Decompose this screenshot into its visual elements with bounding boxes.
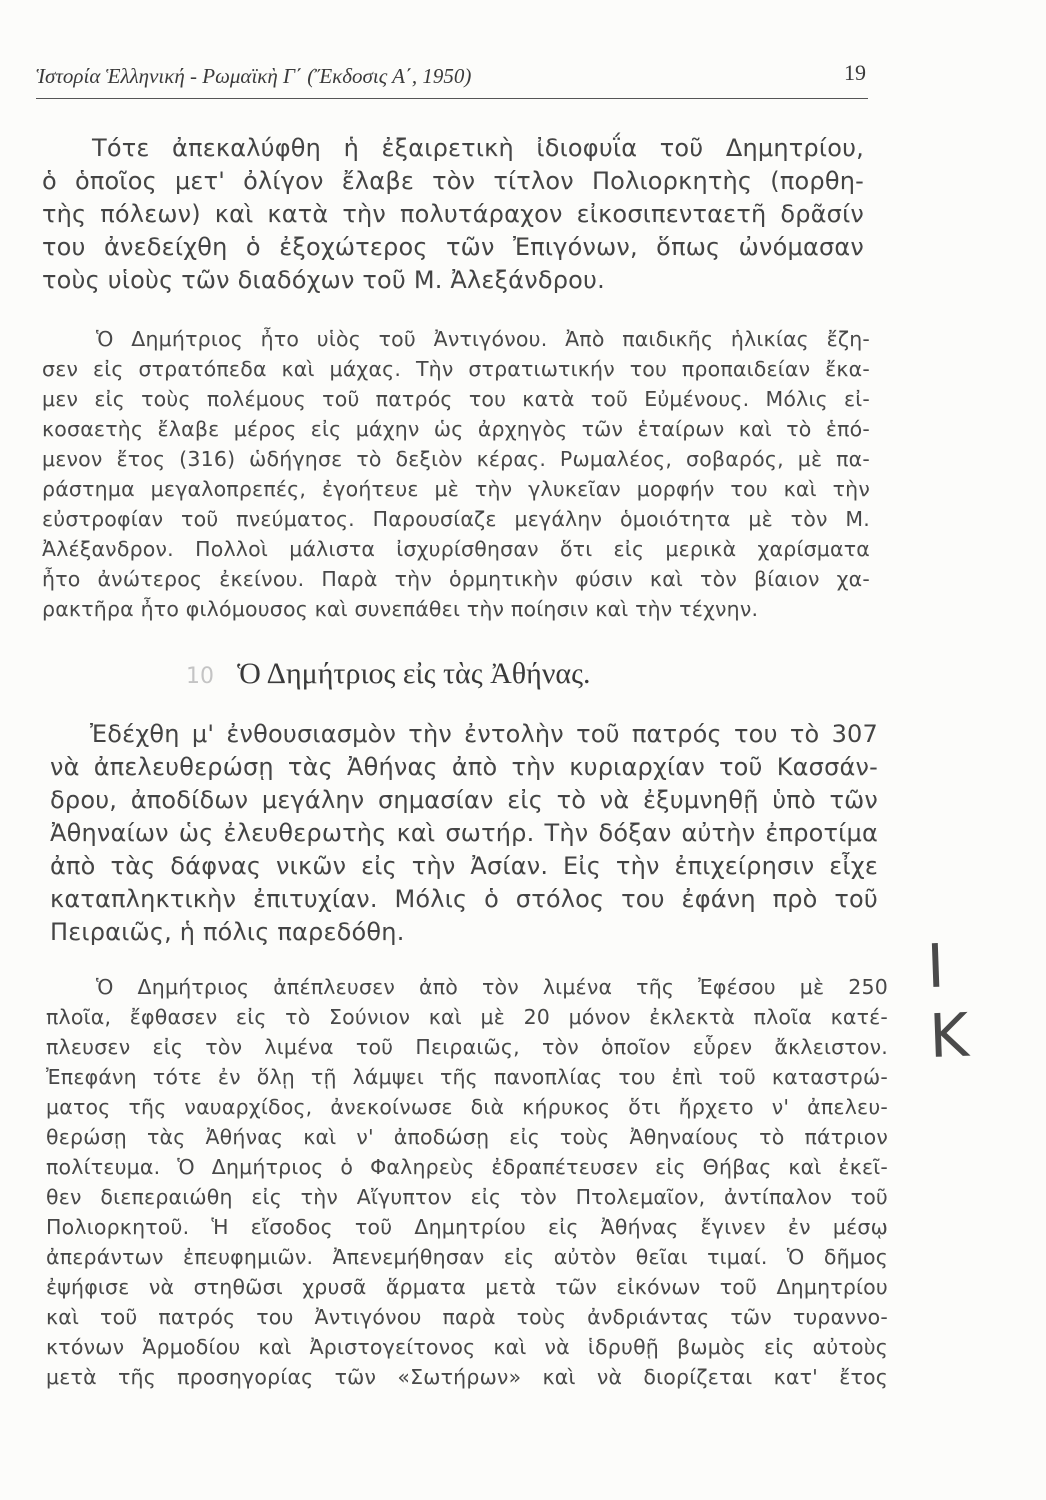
text-line: ὁ ὁποῖος μετ' ὀλίγον ἔλαβε τὸν τίτλον Πολιορκητὴς (πορθη-: [42, 167, 864, 195]
text-line: Ἀλέξανδρον. Πολλοὶ μάλιστα ἰσχυρίσθησαν ὅτι εἰς μερικὰ χαρίσματα: [42, 537, 870, 561]
text-line: τοὺς υἱοὺς τῶν διαδόχων τοῦ Μ. Ἀλεξάνδρου.: [42, 266, 605, 294]
paragraph-3: [50, 718, 878, 949]
text-line: ράστημα μεγαλοπρεπές, ἐγοήτευε μὲ τὴν γλυκεῖαν μορφήν του καὶ τὴν: [42, 477, 870, 501]
text-line: μετὰ τῆς προσηγορίας τῶν «Σωτήρων» καὶ νὰ διορίζεται κατ' ἔτος: [46, 1365, 888, 1389]
text-line: τὴς πόλεων) καὶ κατὰ τὴν πολυτάραχον εἰκοσιπενταετῆ δρᾶσίν: [42, 200, 864, 228]
text-line: μεν εἰς τοὺς πολέμους τοῦ πατρός του κατὰ τοῦ Εὐμένους. Μόλις εἰ-: [42, 387, 870, 411]
page-header: [36, 58, 868, 99]
text-line: Πολιορκητοῦ. Ἡ εἴσοδος τοῦ Δημητρίου εἰς Ἀθήνας ἔγινεν ἐν μέσῳ: [46, 1215, 888, 1239]
paragraph-4: [46, 972, 888, 1392]
text-line: ματος τῆς ναυαρχίδος, ἀνεκοίνωσε διὰ κήρυκος ὅτι ἤρχετο ν' ἀπελευ-: [46, 1095, 888, 1119]
text-line: καταπληκτικὴν ἐπιτυχίαν. Μόλις ὁ στόλος του ἐφάνη πρὸ τοῦ: [50, 885, 878, 913]
text-line: ἦτο ἀνώτερος ἐκείνου. Παρὰ τὴν ὁρμητικὴν φύσιν καὶ τὸν βίαιον χα-: [42, 567, 870, 591]
text-line: κοσαετὴς ἔλαβε μέρος εἰς μάχην ὡς ἀρχηγὸς τῶν ἑταίρων καὶ τὸ ἑπό-: [42, 417, 870, 441]
section-title: Ὁ Δημήτριος εἰς τὰς Ἀθήνας.: [237, 657, 591, 690]
section-number: 10: [186, 664, 214, 689]
text-line: μενον ἔτος (316) ὡδήγησε τὸ δεξιὸν κέρας. Ρωμαλέος, σοβαρός, μὲ πα-: [42, 447, 870, 471]
text-line: ἀπεράντων ἐπευφημιῶν. Ἀπενεμήθησαν εἰς αὐτὸν θεῖαι τιμαί. Ὁ δῆμος: [46, 1245, 888, 1269]
text-line: εὐστροφίαν τοῦ πνεύματος. Παρουσίαζε μεγάλην ὁμοιότητα μὲ τὸν Μ.: [42, 507, 870, 531]
paragraph-2: [42, 324, 870, 624]
text-line: σεν εἰς στρατόπεδα καὶ μάχας. Τὴν στρατιωτικήν του προπαιδείαν ἔκα-: [42, 357, 870, 381]
text-line: του ἀνεδείχθη ὁ ἐξοχώτερος τῶν Ἐπιγόνων, ὅπως ὠνόμασαν: [42, 233, 864, 261]
section-heading: [186, 657, 591, 691]
text-line: Τότε ἀπεκαλύφθη ἡ ἐξαιρετικὴ ἰδιοφυΐα τοῦ Δημητρίου,: [92, 134, 864, 162]
text-line: πολίτευμα. Ὁ Δημήτριος ὁ Φαληρεὺς ἐδραπέτευσεν εἰς Θήβας καὶ ἐκεῖ-: [46, 1155, 888, 1179]
text-line: κτόνων Ἁρμοδίου καὶ Ἀριστογείτονος καὶ νὰ ἱδρυθῇ βωμὸς εἰς αὐτοὺς: [46, 1335, 888, 1359]
text-line: ρακτῆρα ἦτο φιλόμουσος καὶ συνεπάθει τὴν ποίησιν καὶ τὴν τέχνην.: [42, 597, 759, 621]
text-line: Ἐδέχθη μ' ἐνθουσιασμὸν τὴν ἐντολὴν τοῦ πατρός του τὸ 307: [90, 720, 878, 748]
text-line: Πειραιῶς, ἡ πόλις παρεδόθη.: [50, 918, 405, 946]
text-line: Ἀθηναίων ὡς ἐλευθερωτὴς καὶ σωτήρ. Τὴν δόξαν αὐτὴν ἐπροτίμα: [50, 819, 878, 847]
text-line: καὶ τοῦ πατρός του Ἀντιγόνου παρὰ τοὺς ἀνδριάντας τῶν τυραννο-: [46, 1305, 888, 1329]
text-line: ἀπὸ τὰς δάφνας νικῶν εἰς τὴν Ἀσίαν. Εἰς τὴν ἐπιχείρησιν εἶχε: [50, 852, 878, 880]
running-head: Ἱστορία Ἑλληνική - Ρωμαϊκὴ Γ΄ (Ἔκδοσις Α΄, 1950): [36, 64, 472, 88]
paragraph-1: [42, 132, 864, 297]
text-line: Ἐπεφάνη τότε ἐν ὅλῃ τῇ λάμψει τῆς πανοπλίας του ἐπὶ τοῦ καταστρώ-: [46, 1065, 888, 1089]
text-line: πλοῖα, ἔφθασεν εἰς τὸ Σούνιον καὶ μὲ 20 μόνον ἐκλεκτὰ πλοῖα κατέ-: [46, 1005, 888, 1029]
page-number: 19: [844, 60, 866, 85]
text-line: νὰ ἀπελευθερώσῃ τὰς Ἀθήνας ἀπὸ τὴν κυριαρχίαν τοῦ Κασσάν-: [50, 753, 878, 781]
text-line: ἐψήφισε νὰ στηθῶσι χρυσᾶ ἅρματα μετὰ τῶν εἰκόνων τοῦ Δημητρίου: [46, 1275, 888, 1299]
text-line: θερώσῃ τὰς Ἀθήνας καὶ ν' ἀποδώσῃ εἰς τοὺς Ἀθηναίους τὸ πάτριον: [46, 1125, 888, 1149]
handwritten-margin-note: I K: [925, 930, 984, 1073]
text-line: Ὁ Δημήτριος ἀπέπλευσεν ἀπὸ τὸν λιμένα τῆς Ἐφέσου μὲ 250: [96, 975, 888, 999]
text-line: πλευσεν εἰς τὸν λιμένα τοῦ Πειραιῶς, τὸν ὁποῖον εὗρεν ἄκλειστον.: [46, 1035, 888, 1059]
text-line: δρου, ἀποδίδων μεγάλην σημασίαν εἰς τὸ νὰ ἐξυμνηθῇ ὑπὸ τῶν: [50, 786, 878, 814]
text-line: θεν διεπεραιώθη εἰς τὴν Αἴγυπτον εἰς τὸν Πτολεμαῖον, ἀντίπαλον τοῦ: [46, 1185, 888, 1209]
text-line: Ὁ Δημήτριος ἦτο υἱὸς τοῦ Ἀντιγόνου. Ἀπὸ παιδικῆς ἡλικίας ἔζη-: [96, 327, 870, 351]
